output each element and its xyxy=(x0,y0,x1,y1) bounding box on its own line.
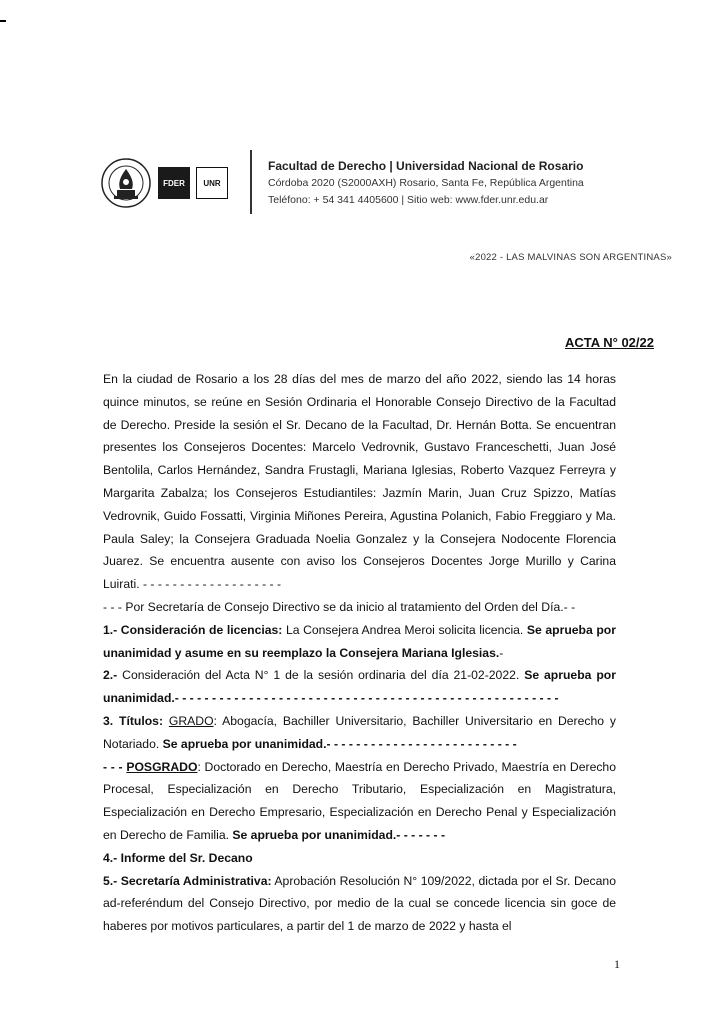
item-4-heading: 4.- Informe del Sr. Decano xyxy=(103,850,253,865)
item-3-paragraph xyxy=(103,710,616,756)
posgrado-resolution: Se aprueba por unanimidad.- - - - - - - xyxy=(232,827,445,842)
item-2-paragraph xyxy=(103,664,616,710)
item-3-text: : Abogacía, Bachiller Universitario, Bachiller Universitario en Derecho y Notariado. xyxy=(103,713,616,751)
item-2-number: 2.- xyxy=(103,668,118,683)
faculty-name: Facultad de Derecho | Universidad Nacional de Rosario xyxy=(268,159,584,173)
letterhead xyxy=(268,158,584,209)
posgrado-paragraph xyxy=(103,756,616,847)
item-1-resolution: Se aprueba por unanimidad y asume en su reemplazo la Consejera Mariana Iglesias. xyxy=(103,622,616,660)
item-2-resolution: Se aprueba por unanimidad.- - - - - - - - - - - - - - - - - - - - - - - - - - - - - - - - - - - - - - - - - - - - - - - - - - - - xyxy=(103,668,616,706)
faculty-contact: Teléfono: + 54 341 4405600 | Sitio web: www.fder.unr.edu.ar xyxy=(268,194,549,206)
header-divider xyxy=(250,150,252,214)
page-number: 1 xyxy=(614,957,620,971)
item-3-heading: 3. Títulos: xyxy=(103,713,164,728)
header-logos xyxy=(100,152,228,214)
posgrado-label: POSGRADO xyxy=(126,759,198,774)
university-seal-icon xyxy=(100,157,152,209)
unr-logo: UNR xyxy=(196,167,228,199)
item-5-text: Aprobación Resolución N° 109/2022, dictada por el Sr. Decano ad-referéndum del Consejo Directivo, por medio de la cual se concede licencia sin goce de haberes por motivos particulares, a partir del 1 de marzo de 2022 y hasta el xyxy=(103,873,616,934)
item-1-text: La Consejera Andrea Meroi solicita licencia. xyxy=(282,622,527,637)
item-1-heading: 1.- Consideración de licencias: xyxy=(103,622,283,637)
posgrado-lead: - - - xyxy=(103,759,127,774)
item-1-tail: - xyxy=(499,645,504,660)
motto: «2022 - LAS MALVINAS SON ARGENTINAS» xyxy=(469,252,672,263)
minutes-body xyxy=(103,368,616,938)
posgrado-text: : Doctorado en Derecho, Maestría en Derecho Privado, Maestría en Derecho Procesal, Especialización en Derecho Tributario, Especialización en Magistratura, Especialización en Derecho Empresario, Especialización en Derecho Penal y Especialización en Derecho de Familia. xyxy=(103,759,616,842)
item-5-heading: 5.- Secretaría Administrativa: xyxy=(103,873,272,888)
faculty-address: Córdoba 2020 (S2000AXH) Rosario, Santa Fe, República Argentina xyxy=(268,177,584,189)
acta-title: ACTA N° 02/22 xyxy=(564,335,654,350)
scan-corner-mark xyxy=(0,20,6,22)
grado-label: GRADO xyxy=(168,713,214,728)
item-3-resolution: Se aprueba por unanimidad.- - - - - - - - - - - - - - - - - - - - - - - - - - xyxy=(162,736,517,751)
item-5-paragraph xyxy=(103,870,616,938)
opening-paragraph: En la ciudad de Rosario a los 28 días del mes de marzo del año 2022, siendo las 14 horas quince minutos, se reúne en Sesión Ordinaria el Honorable Consejo Directivo de la Facultad de Derecho. Preside la sesión el Sr. Decano de la Facultad, Dr. Hernán Botta. Se encuentran presentes los Consejeros Docentes: Marcelo Vedrovnik, Gustavo Franceschetti, Juan José Bentolila, Carlos Hernández, Sandra Frustagli, Mariana Iglesias, Roberto Vazquez Ferreyra y Margarita Zabalza; los Consejeros Estudiantiles: Jazmín Marin, Juan Cruz Spizzo, Matías Vedrovnik, Guido Fossatti, Virginia Miñones Pereira, Agustina Polanich, Fabio Freggiaro y Ma. Paula Saley; la Consejera Graduada Noelia Gonzalez y la Consejera Nodocente Florencia Juarez. Se encuentra ausente con aviso los Consejeros Docentes Jorge Murillo y Carina Luirati. - - - - - - - - - - - - - - - - - - - xyxy=(103,372,616,592)
item-1-paragraph xyxy=(103,619,616,665)
fder-logo: FDER xyxy=(158,167,190,199)
agenda-start-paragraph: - - - Por Secretaría de Consejo Directivo se da inicio al tratamiento del Orden del Día.- - xyxy=(103,599,576,614)
item-2-text: Consideración del Acta N° 1 de la sesión ordinaria del día 21-02-2022. xyxy=(117,668,525,683)
